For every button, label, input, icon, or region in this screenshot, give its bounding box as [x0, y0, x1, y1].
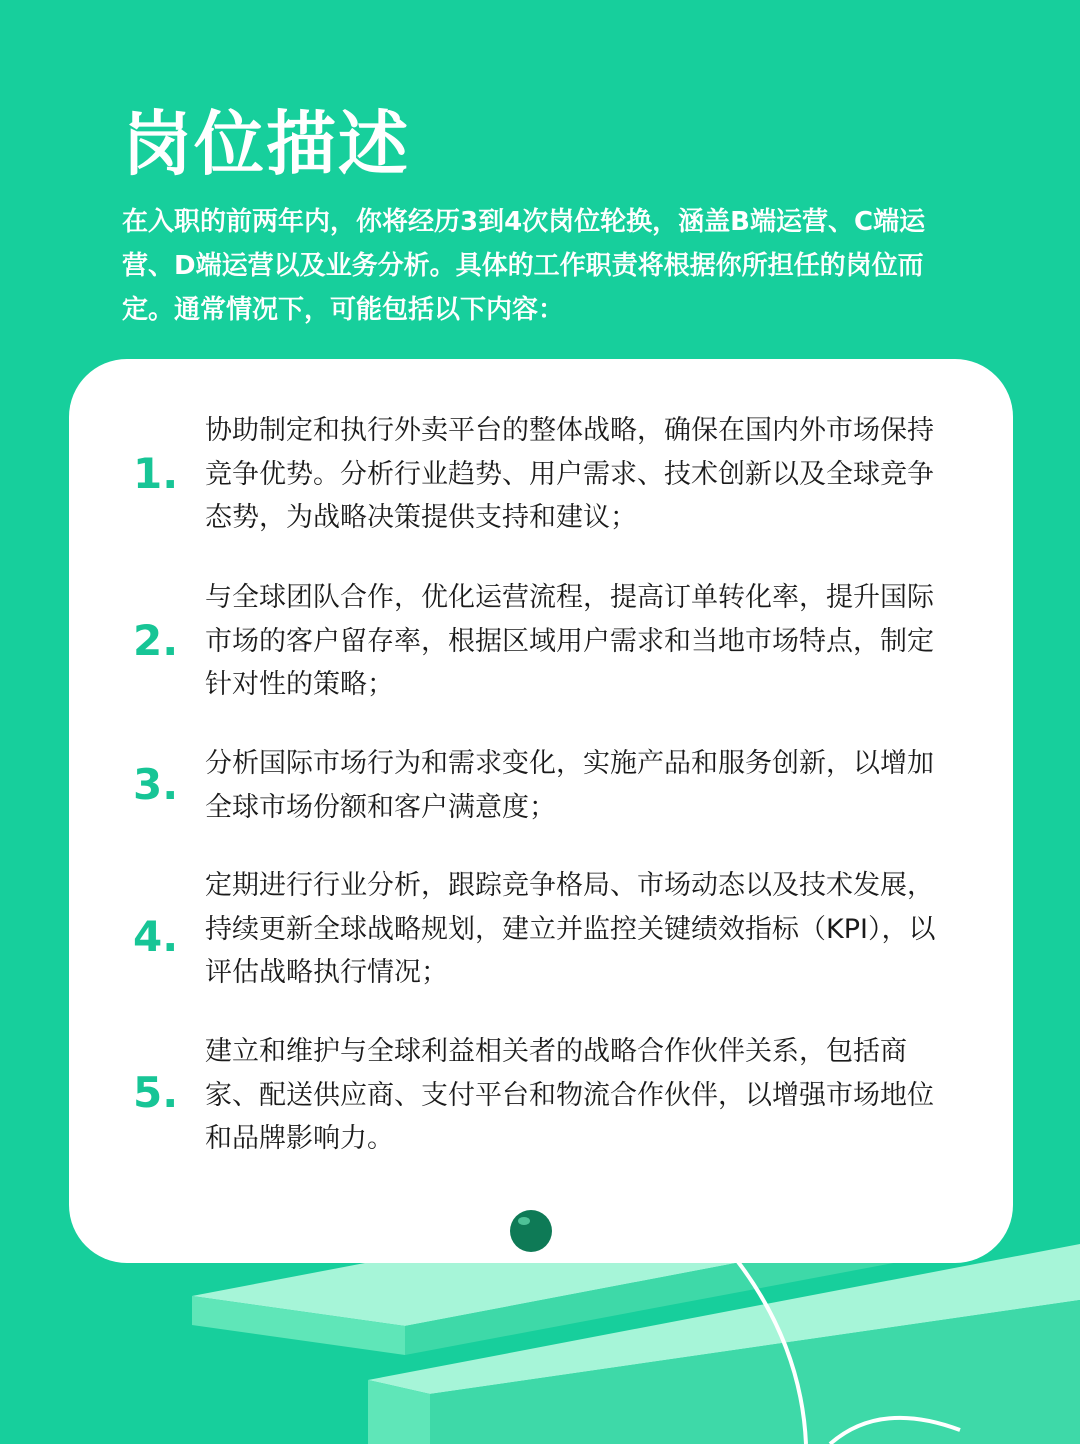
item-number: 3.	[133, 760, 179, 809]
item-text: 与全球团队合作，优化运营流程，提高订单转化率，提升国际市场的客户留存率，根据区域用户需求和当地市场特点，制定针对性的策略；	[205, 582, 934, 700]
item-number: 4.	[133, 912, 179, 961]
item-text: 分析国际市场行为和需求变化，实施产品和服务创新，以增加全球市场份额和客户满意度；	[205, 748, 934, 823]
item-number: 1.	[133, 449, 179, 498]
item-text: 协助制定和执行外卖平台的整体战略，确保在国内外市场保持竞争优势。分析行业趋势、用户需求、技术创新以及全球竞争态势，为战略决策提供支持和建议；	[205, 415, 934, 533]
page-title: 岗位描述	[122, 103, 410, 185]
intro-paragraph: 在入职的前两年内，你将经历3到4次岗位轮换，涵盖B端运营、C端运营、D端运营以及业务分析。具体的工作职责将根据你所担任的岗位而定。通常情况下，可能包括以下内容：	[122, 207, 926, 325]
item-text: 建立和维护与全球利益相关者的战略合作伙伴关系，包括商家、配送供应商、支付平台和物流合作伙伴，以增强市场地位和品牌影响力。	[205, 1036, 934, 1154]
item-number: 2.	[133, 616, 179, 665]
item-number: 5.	[133, 1068, 179, 1117]
duties-card	[69, 359, 1013, 1263]
decorative-ball	[508, 1208, 554, 1254]
item-text: 定期进行行业分析，跟踪竞争格局、市场动态以及技术发展，持续更新全球战略规划，建立并监控关键绩效指标（KPI），以评估战略执行情况；	[205, 870, 936, 988]
